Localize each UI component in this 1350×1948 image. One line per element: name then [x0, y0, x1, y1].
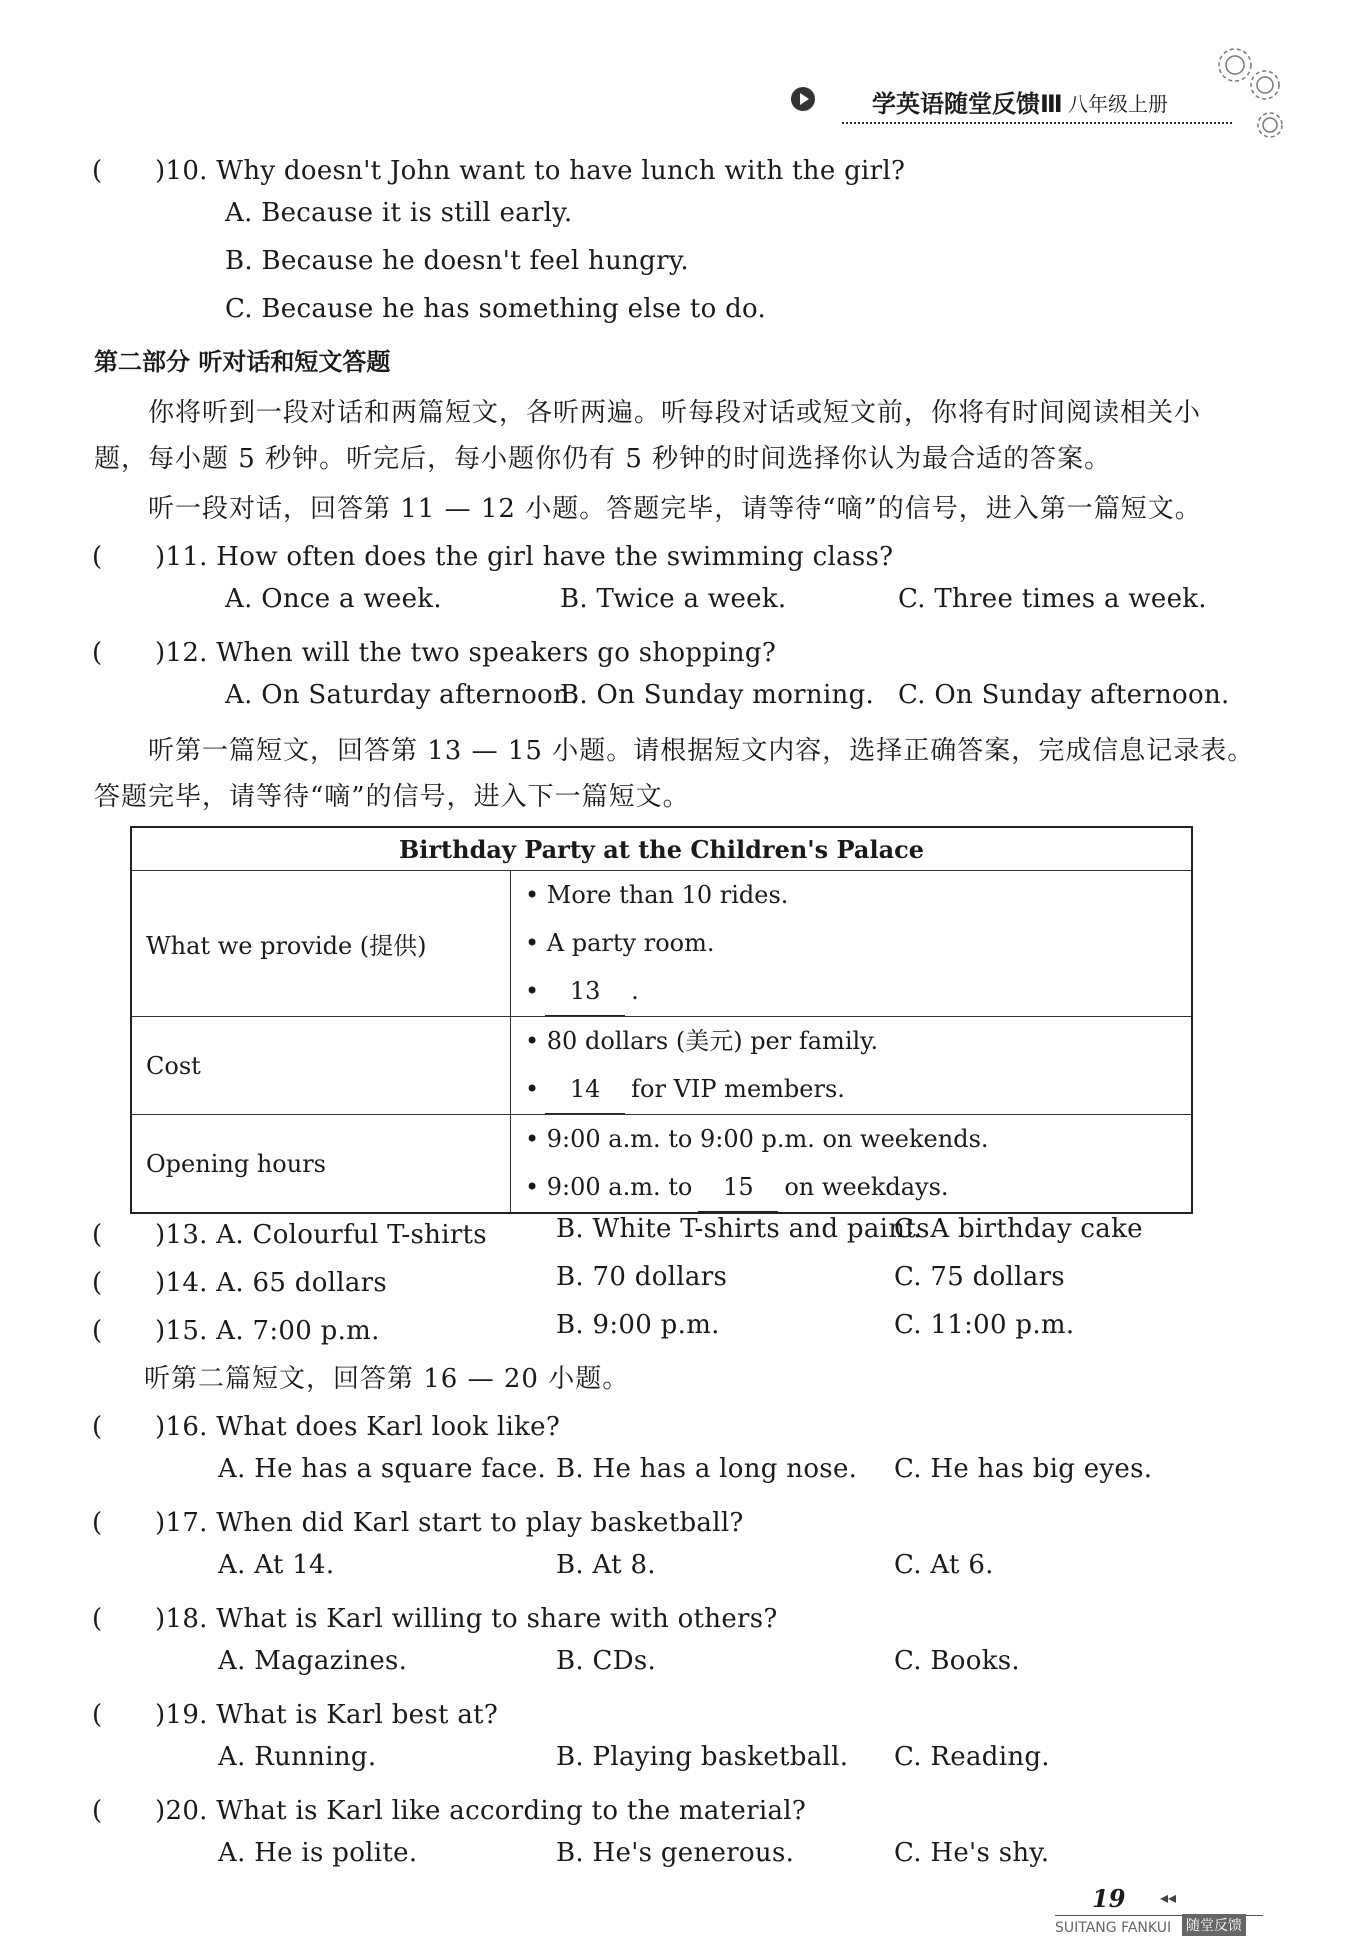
- question-12-stem: ( )12. When will the two speakers go shopping?: [92, 638, 777, 668]
- question-18-stem: ( )18. What is Karl willing to share with others?: [92, 1604, 778, 1634]
- question-16-option-c: C. He has big eyes.: [894, 1454, 1153, 1484]
- question-20-stem: ( )20. What is Karl like according to the material?: [92, 1796, 807, 1826]
- section-intro-line1: 你将听到一段对话和两篇短文，各听两遍。听每段对话或短文前，你将有时间阅读相关小: [148, 398, 1202, 428]
- question-12-option-b: B. On Sunday morning.: [560, 680, 875, 710]
- question-20-option-c: C. He's shy.: [894, 1838, 1050, 1868]
- question-11-option-a: A. Once a week.: [225, 584, 442, 614]
- play-icon: [790, 86, 816, 112]
- table-row-provide-content: [511, 871, 1193, 1017]
- dialog-instruction: 听一段对话，回答第 11 — 12 小题。答题完毕，请等待“嘀”的信号，进入第一篇短文。: [148, 494, 1202, 524]
- question-15-option-c: C. 11:00 p.m.: [894, 1310, 1075, 1340]
- question-17-option-b: B. At 8.: [556, 1550, 656, 1580]
- blank-14: 14: [545, 1065, 625, 1114]
- book-grade: 八年级上册: [1068, 92, 1168, 116]
- info-record-table: [130, 826, 1193, 1214]
- table-row-label-hours: Opening hours: [131, 1115, 511, 1214]
- passage1-instruction-line1: 听第一篇短文，回答第 13 — 15 小题。请根据短文内容，选择正确答案，完成信息记录表。: [148, 736, 1255, 766]
- question-12-option-c: C. On Sunday afternoon.: [898, 680, 1230, 710]
- question-10-stem: ( )10. Why doesn't John want to have lunch with the girl?: [92, 156, 906, 186]
- footer-brand: 随堂反馈: [1182, 1914, 1246, 1936]
- table-row-label-provide: What we provide (提供): [131, 871, 511, 1017]
- section-intro-line2: 题，每小题 5 秒钟。听完后，每小题你仍有 5 秒钟的时间选择你认为最合适的答案。: [94, 444, 1112, 474]
- question-15-option-b: B. 9:00 p.m.: [556, 1310, 720, 1340]
- passage2-instruction: 听第二篇短文，回答第 16 — 20 小题。: [144, 1364, 630, 1394]
- section-title: 第二部分 听对话和短文答题: [94, 348, 391, 376]
- table-row-label-cost: Cost: [131, 1017, 511, 1115]
- question-16-stem: ( )16. What does Karl look like?: [92, 1412, 561, 1442]
- question-18-option-b: B. CDs.: [556, 1646, 657, 1676]
- question-15-stem: ( )15. A. 7:00 p.m.: [92, 1316, 380, 1346]
- table-header: Birthday Party at the Children's Palace: [131, 827, 1192, 871]
- question-10-option-b: B. Because he doesn't feel hungry.: [225, 246, 689, 276]
- provide-item-room: • A party room.: [525, 929, 715, 957]
- question-10-option-c: C. Because he has something else to do.: [225, 294, 767, 324]
- question-18-option-a: A. Magazines.: [218, 1646, 408, 1676]
- question-19-stem: ( )19. What is Karl best at?: [92, 1700, 499, 1730]
- provide-item-rides: • More than 10 rides.: [525, 881, 789, 909]
- question-13-option-b: B. White T-shirts and paints: [556, 1214, 930, 1244]
- question-19-option-c: C. Reading.: [894, 1742, 1050, 1772]
- question-10-option-a: A. Because it is still early.: [225, 198, 573, 228]
- passage1-instruction-line2: 答题完毕，请等待“嘀”的信号，进入下一篇短文。: [94, 782, 690, 812]
- question-20-option-a: A. He is polite.: [218, 1838, 418, 1868]
- table-row-hours-content: [511, 1115, 1193, 1214]
- question-19-option-b: B. Playing basketball.: [556, 1742, 849, 1772]
- book-title: 学英语随堂反馈Ⅲ: [872, 90, 1063, 118]
- blank-15: 15: [698, 1163, 778, 1212]
- cost-item-family: • 80 dollars (美元) per family.: [525, 1027, 879, 1055]
- question-12-option-a: A. On Saturday afternoon.: [225, 680, 579, 710]
- question-13-stem: ( )13. A. Colourful T-shirts: [92, 1220, 487, 1250]
- page-number: 19: [1092, 1884, 1126, 1913]
- question-14-stem: ( )14. A. 65 dollars: [92, 1268, 388, 1298]
- question-13-option-c: C. A birthday cake: [894, 1214, 1143, 1244]
- question-20-option-b: B. He's generous.: [556, 1838, 795, 1868]
- cost-item-vip: • 14 for VIP members.: [525, 1065, 1177, 1114]
- table-row-cost-content: [511, 1017, 1193, 1115]
- footer-brand-pinyin: SUITANG FANKUI: [1055, 1920, 1172, 1936]
- question-16-option-b: B. He has a long nose.: [556, 1454, 858, 1484]
- flower-decoration-icon: [1205, 40, 1305, 140]
- hours-item-weekends: • 9:00 a.m. to 9:00 p.m. on weekends.: [525, 1125, 989, 1153]
- question-11-option-b: B. Twice a week.: [560, 584, 787, 614]
- question-17-stem: ( )17. When did Karl start to play basketball?: [92, 1508, 744, 1538]
- question-14-option-b: B. 70 dollars: [556, 1262, 728, 1292]
- question-18-option-c: C. Books.: [894, 1646, 1020, 1676]
- question-14-option-c: C. 75 dollars: [894, 1262, 1065, 1292]
- provide-item-blank: • 13 .: [525, 967, 1177, 1016]
- blank-13: 13: [545, 967, 625, 1016]
- question-19-option-a: A. Running.: [218, 1742, 377, 1772]
- question-11-option-c: C. Three times a week.: [898, 584, 1207, 614]
- question-11-stem: ( )11. How often does the girl have the swimming class?: [92, 542, 894, 572]
- hours-item-weekdays: • 9:00 a.m. to 15 on weekdays.: [525, 1163, 1177, 1212]
- question-17-option-c: C. At 6.: [894, 1550, 994, 1580]
- question-16-option-a: A. He has a square face.: [218, 1454, 547, 1484]
- arrows-icon: ◂◂: [1160, 1888, 1177, 1907]
- question-17-option-a: A. At 14.: [218, 1550, 335, 1580]
- header-divider: [842, 122, 1232, 124]
